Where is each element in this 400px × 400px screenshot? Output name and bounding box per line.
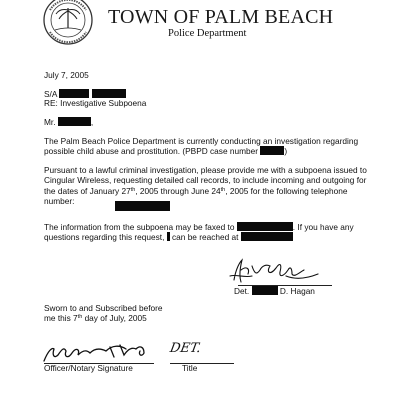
detective-name [234, 286, 315, 296]
paragraph-text: The information from the subpoena may be faxed to [44, 222, 235, 232]
redaction-bar [237, 222, 293, 231]
paragraph-text: can be reached at [172, 232, 239, 243]
paragraph-line [44, 222, 354, 232]
letter-date: July 7, 2005 [44, 70, 89, 80]
salutation-suffix: , [90, 117, 94, 127]
paragraph-3 [44, 222, 354, 243]
redaction-bar [167, 232, 170, 241]
sworn-text: day of July, 2005 [82, 313, 147, 324]
redaction-bar [252, 286, 278, 295]
handwritten-title: DET. [168, 341, 203, 356]
sworn-line [44, 313, 163, 323]
paragraph-line [44, 146, 358, 156]
redaction-bar [59, 89, 89, 98]
signer-initial: D. [279, 286, 289, 296]
redaction-bar [241, 232, 293, 241]
sworn-statement [44, 303, 163, 324]
letterhead-town-name: TOWN OF PALM BEACH [108, 6, 334, 28]
paragraph-line: The Palm Beach Police Department is currently conducting an investigation regarding [44, 136, 359, 146]
redaction-bar [260, 146, 284, 155]
letterhead-department: Police Department [168, 28, 247, 39]
paragraph-line [44, 186, 367, 196]
paragraph-line: number: [44, 196, 75, 207]
addressee-prefix: S/A [44, 89, 57, 99]
redaction-bar [58, 117, 94, 127]
paragraph-text: questions regarding this request, [44, 232, 165, 243]
officer-signature-label: Officer/Notary Signature [44, 363, 133, 373]
salutation [44, 117, 93, 127]
paragraph-2 [44, 165, 367, 207]
paragraph-1 [44, 136, 358, 157]
re-line: RE: Investigative Subpoena [44, 98, 147, 108]
paragraph-text: the dates of January 27 [44, 185, 131, 196]
detective-signature [226, 256, 322, 286]
superscript: th [130, 186, 136, 193]
paragraph-text: , 2005 for the following telephone [225, 185, 348, 196]
redaction-bar [92, 89, 126, 98]
sworn-line: Sworn to and Subscribed before [44, 303, 163, 313]
paragraph-line [44, 232, 354, 242]
redacted-phone-number [115, 201, 170, 211]
superscript: th [220, 186, 226, 193]
paragraph-text: , 2005 through June 24 [135, 185, 221, 196]
salutation-prefix: Mr. [44, 117, 56, 127]
paragraph-line: Cingular Wireless, requesting detailed call records, to include incoming and outgoing for [44, 175, 367, 186]
paragraph-text: ) [284, 146, 288, 157]
title-label: Title [182, 363, 198, 373]
signer-surname: Hagan [290, 286, 315, 296]
title-signature-line [170, 363, 234, 364]
paragraph-text: possible child abuse and prostitution. (PBPD case number [44, 146, 258, 157]
town-seal-logo [38, 0, 98, 46]
sworn-text: me this 7 [44, 313, 78, 324]
paragraph-line: Pursuant to a lawful criminal investigation, please provide me with a subpoena issued to [44, 165, 367, 175]
signer-prefix: Det. [234, 286, 250, 296]
paragraph-text: . If you have any [292, 222, 354, 232]
superscript: th [77, 314, 83, 321]
